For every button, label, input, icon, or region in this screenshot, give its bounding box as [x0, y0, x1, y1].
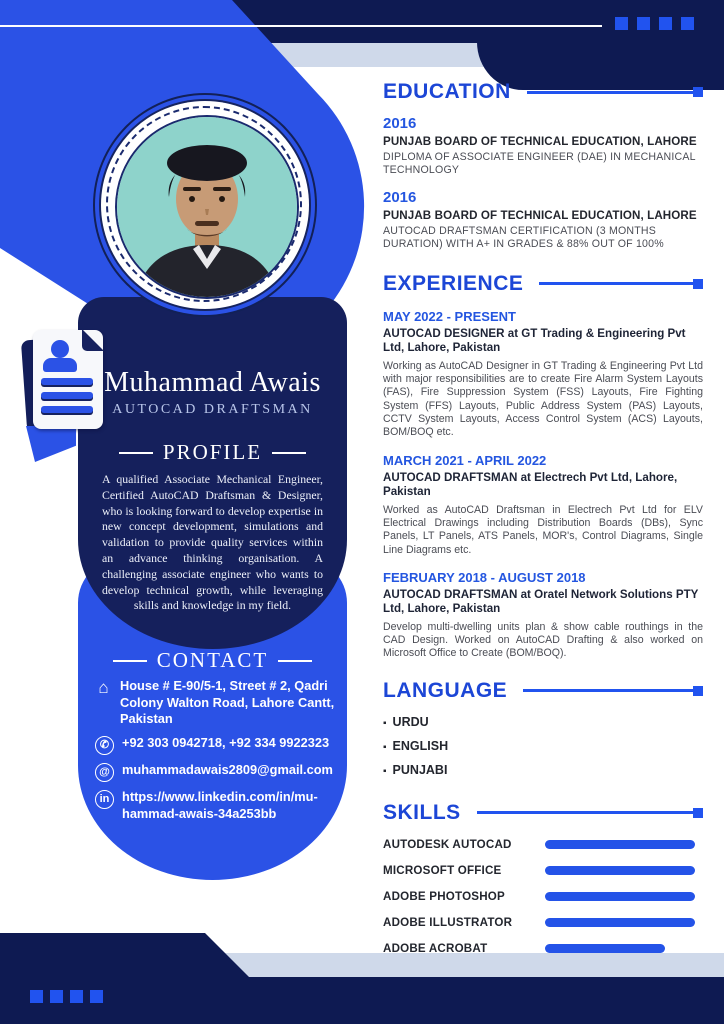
contact-linkedin-item	[95, 789, 337, 822]
skill-track	[545, 840, 695, 849]
skill-track	[545, 866, 695, 875]
bottom-square-decor	[50, 990, 63, 1003]
top-right-navy-shape	[477, 0, 724, 90]
heading-rule	[539, 282, 693, 285]
experience-description: Working as AutoCAD Designer in GT Trading & Engineering Pvt Ltd with major responsibilities are to create Fire Alarm System Layouts (FAS), Fire Suppression System (FSS) Layouts, Fire Fighting System (FFS) Layouts, Public Address System (PAS) Layouts, CCTV System Layouts, Access Control System (ACS) Layouts, BOM/BOQ etc.	[383, 359, 703, 439]
language-item	[383, 711, 703, 735]
skill-track	[545, 944, 695, 953]
skill-name: ADOBE ILLUSTRATOR	[383, 915, 513, 929]
experience-description: Worked as AutoCAD Draftsman in Electrech Pvt Ltd for ELV Electrical Drawings including Distribution Boards (DBs), Sync Panels, LT Panels, ATS Panels, MOR's, Control Diagrams, Single Line Diagrams etc.	[383, 503, 703, 556]
experience-entry	[383, 453, 703, 557]
skill-name: MICROSOFT OFFICE	[383, 863, 502, 877]
education-desc: AUTOCAD DRAFTSMAN CERTIFICATION (3 MONTHS DURATION) WITH A+ IN GRADES & 88% OUT OF 100%	[383, 224, 664, 251]
main-column	[383, 80, 703, 955]
language-section-heading	[383, 679, 703, 703]
photo-frame	[101, 101, 309, 309]
top-square-decor	[637, 17, 650, 30]
language-title: LANGUAGE	[383, 678, 508, 702]
heading-rule-endcap	[693, 808, 703, 818]
language-list	[383, 711, 703, 783]
skill-level-bar	[545, 944, 665, 953]
experience-period: FEBRUARY 2018 - AUGUST 2018	[383, 569, 586, 585]
education-entry	[383, 189, 703, 252]
contact-linkedin-url[interactable]: https://www.linkedin.com/in/mu- hammad-awais-34a253bb	[122, 788, 318, 821]
language-item	[383, 735, 703, 759]
skill-track	[545, 892, 695, 901]
experience-period: MAY 2022 - PRESENT	[383, 308, 516, 324]
skills-section-heading	[383, 801, 703, 825]
contact-email-item	[95, 762, 337, 782]
cv-icon-fold-corner	[82, 329, 104, 351]
education-section-heading	[383, 80, 703, 104]
skill-level-bar	[545, 918, 695, 927]
contact-address: House # E-90/5-1, Street # 2, Qadri Colony Walton Road, Lahore Cantt, Pakistan	[120, 678, 335, 727]
person-role: AUTOCAD DRAFTSMAN	[112, 402, 313, 417]
heading-rule	[527, 91, 693, 94]
heading-dash	[119, 452, 153, 454]
bottom-square-decor	[90, 990, 103, 1003]
profile-summary: A qualified Associate Mechanical Engineer, Certified AutoCAD Draftsman & Designer, who is looking forward to develop expertise in new concept development, simulations and validation to provide quality services within an advance thinking organisation. A challenging associate engineer who wants to develop technical growth, while leveraging skills and knowledge in my field.	[102, 472, 323, 613]
skill-row	[383, 864, 703, 877]
education-entry	[383, 115, 703, 178]
top-square-decor	[615, 17, 628, 30]
experience-section-heading	[383, 272, 703, 296]
heading-dash	[272, 452, 306, 454]
language-item	[383, 759, 703, 783]
skill-row	[383, 890, 703, 903]
experience-period: MARCH 2021 - APRIL 2022	[383, 452, 547, 468]
linkedin-icon: in	[95, 790, 114, 809]
contact-address-item	[95, 678, 337, 728]
heading-rule	[523, 689, 693, 692]
education-year: 2016	[383, 188, 417, 206]
education-org: PUNJAB BOARD OF TECHNICAL EDUCATION, LAHORE	[383, 208, 697, 222]
bullet-icon: ▪	[383, 765, 387, 777]
skill-row	[383, 942, 703, 955]
experience-job-title: AUTOCAD DESIGNER at GT Trading & Engineering Pvt Ltd, Lahore, Pakistan	[383, 326, 686, 354]
education-title: EDUCATION	[383, 80, 511, 103]
skill-name: ADOBE ACROBAT	[383, 941, 488, 955]
contact-phone[interactable]: +92 303 0942718, +92 334 9922323	[122, 734, 330, 750]
education-org: PUNJAB BOARD OF TECHNICAL EDUCATION, LAHORE	[383, 135, 697, 148]
skill-track	[545, 918, 695, 927]
heading-dash	[113, 660, 147, 662]
bullet-icon: ▪	[383, 717, 387, 729]
person-name: Muhammad Awais	[104, 367, 321, 398]
language-name: ENGLISH	[392, 738, 449, 753]
heading-dash	[278, 660, 312, 662]
top-square-decor	[659, 17, 672, 30]
skill-name: AUTODESK AUTOCAD	[383, 837, 512, 851]
profile-title: PROFILE	[162, 440, 263, 464]
language-name: URDU	[392, 714, 429, 729]
cv-icon-person-head	[51, 340, 69, 358]
skill-level-bar	[545, 892, 695, 901]
bullet-icon: ▪	[383, 741, 387, 753]
skill-level-bar	[545, 866, 695, 875]
top-square-decor	[681, 17, 694, 30]
top-divider-line	[0, 25, 602, 27]
skill-row	[383, 838, 703, 851]
education-year: 2016	[383, 115, 417, 132]
bottom-square-decor	[30, 990, 43, 1003]
language-name: PUNJABI	[392, 762, 448, 777]
contact-title: CONTACT	[156, 648, 269, 672]
skill-level-bar	[545, 840, 695, 849]
experience-entry	[383, 309, 703, 440]
experience-job-title: AUTOCAD DRAFTSMAN at Oratel Network Solutions PTY Ltd, Lahore, Pakistan	[383, 587, 699, 615]
heading-rule-endcap	[693, 686, 703, 696]
heading-rule-endcap	[693, 87, 703, 97]
heading-rule-endcap	[693, 279, 703, 289]
skill-row	[383, 916, 703, 929]
contact-email[interactable]: muhammadawais2809@gmail.com	[122, 761, 333, 777]
email-icon: @	[95, 763, 114, 782]
skill-name: ADOBE PHOTOSHOP	[383, 889, 505, 903]
cv-icon-ribbon	[26, 426, 76, 462]
cv-icon-person-shoulders	[43, 358, 77, 372]
contact-section-heading	[78, 648, 347, 673]
profile-section-heading	[78, 440, 347, 465]
experience-job-title: AUTOCAD DRAFTSMAN at Electrech Pvt Ltd, Lahore, Pakistan	[383, 470, 678, 498]
skills-title: SKILLS	[383, 800, 461, 824]
experience-entry	[383, 570, 703, 661]
phone-icon: ✆	[95, 736, 114, 755]
contact-list	[95, 678, 337, 829]
experience-title: EXPERIENCE	[383, 271, 524, 295]
education-desc: DIPLOMA OF ASSOCIATE ENGINEER (DAE) IN MECHANICAL TECHNOLOGY	[383, 151, 696, 177]
experience-description: Develop multi-dwelling units plan & show cable routhings in the CAD Design. Worked on AutoCAD Drafting & also worked on Microsoft Office to Create (BOM/BOQ).	[383, 620, 703, 660]
bottom-square-decor	[70, 990, 83, 1003]
home-icon: ⌂	[98, 678, 109, 697]
profile-photo	[115, 115, 299, 299]
contact-phone-item	[95, 735, 337, 755]
bottom-navy-band	[0, 977, 724, 1024]
heading-rule	[477, 811, 693, 814]
